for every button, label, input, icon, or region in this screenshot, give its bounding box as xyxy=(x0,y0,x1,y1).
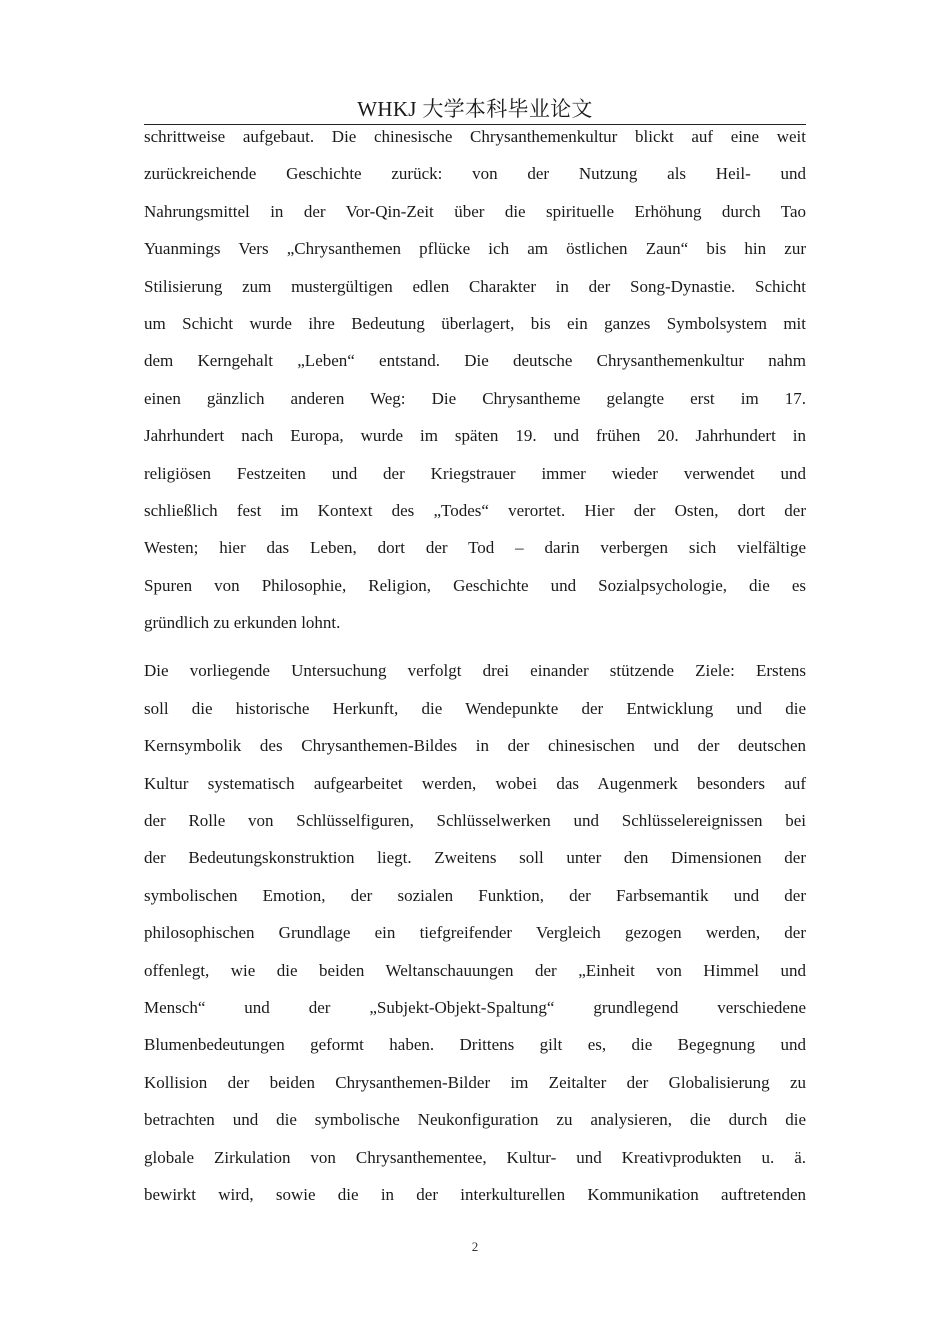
text-line: einen gänzlich anderen Weg: Die Chrysantheme gelangte erst im 17. xyxy=(144,388,806,408)
header-title: WHKJ 大学本科毕业论文 xyxy=(357,97,593,121)
page-number: 2 xyxy=(471,1239,479,1254)
text-line: zurückreichende Geschichte zurück: von der Nutzung als Heil- und xyxy=(144,164,806,184)
text-line: Die vorliegende Untersuchung verfolgt drei einander stützende Ziele: Erstens xyxy=(144,661,806,681)
text-line: Stilisierung zum mustergültigen edlen Charakter in der Song-Dynastie. Schicht xyxy=(144,276,806,296)
text-line: philosophischen Grundlage ein tiefgreifender Vergleich gezogen werden, der xyxy=(144,923,806,943)
text-line: soll die historische Herkunft, die Wendepunkte der Entwicklung und die xyxy=(144,698,806,718)
text-line: Kollision der beiden Chrysanthemen-Bilder im Zeitalter der Globalisierung zu xyxy=(144,1072,806,1092)
text-line: Jahrhundert nach Europa, wurde im späten 19. und frühen 20. Jahrhundert in xyxy=(144,426,806,446)
text-line: offenlegt, wie die beiden Weltanschauungen der „Einheit von Himmel und xyxy=(144,960,806,980)
text-line: der Bedeutungskonstruktion liegt. Zweitens soll unter den Dimensionen der xyxy=(144,848,806,868)
text-line: schließlich fest im Kontext des „Todes“ verortet. Hier der Osten, dort der xyxy=(144,500,806,520)
text-line: bewirkt wird, sowie die in der interkulturellen Kommunikation auftretenden xyxy=(144,1184,806,1204)
text-line: Yuanmings Vers „Chrysanthemen pflücke ich am östlichen Zaun“ bis hin zur xyxy=(144,239,806,259)
text-line: religiösen Festzeiten und der Kriegstrauer immer wieder verwendet und xyxy=(144,463,806,483)
text-line: Westen; hier das Leben, dort der Tod – darin verbergen sich vielfältige xyxy=(144,538,806,558)
paragraph-1 xyxy=(144,118,806,641)
text-line: schrittweise aufgebaut. Die chinesische Chrysanthemenkultur blickt auf eine weit xyxy=(144,127,806,146)
text-line: um Schicht wurde ihre Bedeutung überlagert, bis ein ganzes Symbolsystem mit xyxy=(144,313,806,333)
text-line: Nahrungsmittel in der Vor-Qin-Zeit über die spirituelle Erhöhung durch Tao xyxy=(144,201,806,221)
text-line: symbolischen Emotion, der sozialen Funktion, der Farbsemantik und der xyxy=(144,885,806,905)
text-line: betrachten und die symbolische Neukonfiguration zu analysieren, die durch die xyxy=(144,1110,806,1130)
text-line: gründlich zu erkunden lohnt. xyxy=(144,613,341,633)
text-line: Blumenbedeutungen geformt haben. Drittens gilt es, die Begegnung und xyxy=(144,1035,806,1055)
page-footer xyxy=(0,1238,950,1256)
text-line: der Rolle von Schlüsselfiguren, Schlüsselwerken und Schlüsselereignissen bei xyxy=(144,811,806,831)
text-line: globale Zirkulation von Chrysanthementee, Kultur- und Kreativprodukten u. ä. xyxy=(144,1147,806,1167)
text-line: dem Kerngehalt „Leben“ entstand. Die deutsche Chrysanthemenkultur nahm xyxy=(144,351,806,371)
text-line: Kultur systematisch aufgearbeitet werden, wobei das Augenmerk besonders auf xyxy=(144,773,806,793)
paragraph-2 xyxy=(144,652,806,1213)
text-line: Mensch“ und der „Subjekt-Objekt-Spaltung“ grundlegend verschiedene xyxy=(144,997,806,1017)
text-line: Kernsymbolik des Chrysanthemen-Bildes in der chinesischen und der deutschen xyxy=(144,736,806,756)
text-line: Spuren von Philosophie, Religion, Geschichte und Sozialpsychologie, die es xyxy=(144,575,806,595)
body-text xyxy=(144,118,806,1213)
